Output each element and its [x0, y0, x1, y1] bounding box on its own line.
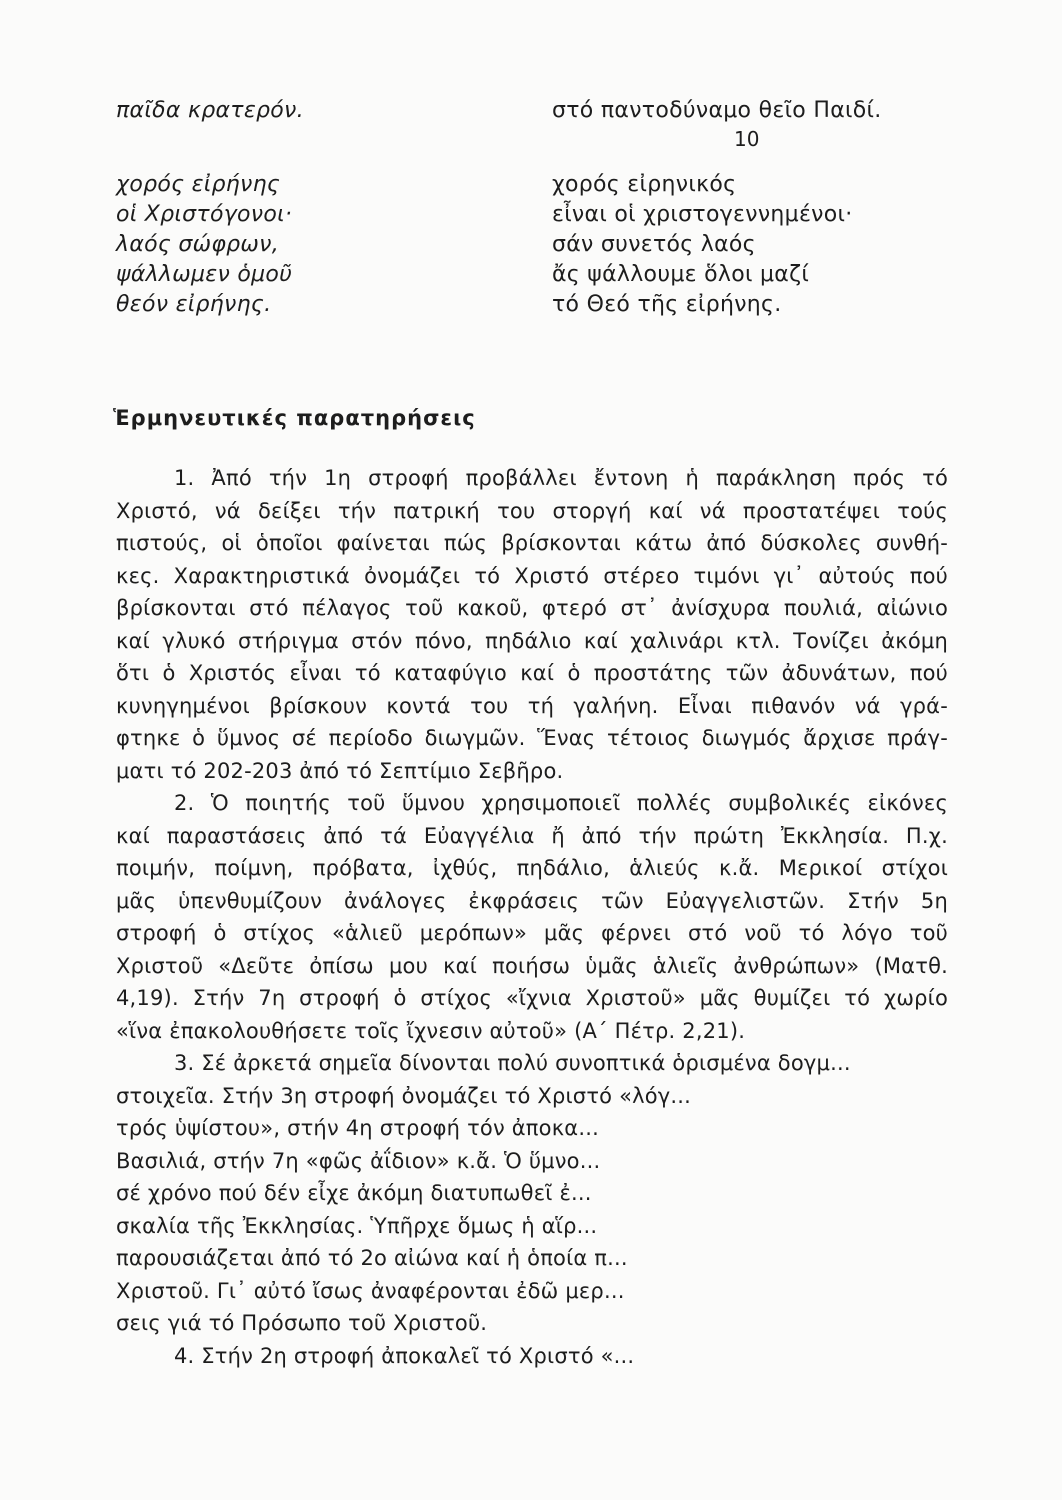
paragraph-line: σεις γιά τό Πρόσωπο τοῦ Χριστοῦ.: [116, 1311, 488, 1335]
verse-line: ψάλλωμεν ὁμοῦ: [116, 262, 293, 287]
verse-line: στό παντοδύναμο θεῖο Παιδί.: [552, 98, 882, 123]
verse-line: τό Θεό τῆς εἰρήνης.: [552, 292, 782, 317]
verse-line: οἱ Χριστόγονοι·: [116, 202, 293, 227]
paragraph-line: 1. Ἀπό τήν 1η στροφή προβάλλει ἔντονη ἡ παράκληση πρός τό: [174, 466, 948, 490]
verse-translation: [552, 96, 972, 320]
paragraph-line: «ἵνα ἐπακολουθήσετε τοῖς ἴχνεσιν αὐτοῦ» (Α´ Πέτρ. 2,21).: [116, 1018, 746, 1043]
verse-line: παῖδα κρατερόν.: [116, 98, 304, 123]
verse-line: θεόν εἰρήνης.: [116, 292, 272, 317]
paragraph-line: κυνηγημένοι βρίσκουν κοντά του τή γαλήνη. Εἶναι πιθανόν νά γρά-: [116, 693, 948, 718]
paragraph-line: στροφή ὁ στίχος «ἁλιεῦ μερόπων» μᾶς φέρνει στό νοῦ τό λόγο τοῦ: [116, 921, 948, 945]
verse-line: χορός εἰρηνικός: [552, 172, 737, 197]
commentary-body: [116, 462, 948, 1372]
paragraph-line: 3. Σέ ἀρκετά σημεῖα δίνονται πολύ συνοπτικά ὁρισμένα δογμ...: [174, 1051, 851, 1075]
verse-gap: [116, 126, 496, 152]
paragraph-line: καί παραστάσεις ἀπό τά Εὐαγγέλια ἤ ἀπό τήν πρώτη Ἐκκλησία. Π.χ.: [116, 823, 948, 848]
section-heading: Ἑρμηνευτικές παρατηρήσεις: [113, 406, 476, 430]
paragraph-line: Βασιλιά, στήν 7η «φῶς ἀΐδιον» κ.ἄ. Ὁ ὕμνο...: [116, 1148, 601, 1173]
paragraph-line: 4. Στήν 2η στροφή ἀποκαλεῖ τό Χριστό «...: [174, 1343, 635, 1368]
paragraph-line: πιστούς, οἱ ὁποῖοι φαίνεται πώς βρίσκονται κάτω ἀπό δύσκολες συνθή-: [116, 531, 948, 555]
stanza-gap: [116, 152, 496, 170]
paragraph-line: 4,19). Στήν 7η στροφή ὁ στίχος «ἴχνια Χριστοῦ» μᾶς θυμίζει τό χωρίο: [116, 986, 948, 1010]
paragraph-line: βρίσκονται στό πέλαγος τοῦ κακοῦ, φτερό στ᾽ ἀνίσχυρα πουλιά, αἰώνιο: [116, 596, 948, 620]
paragraph-line: ματι τό 202-203 ἀπό τό Σεπτίμιο Σεβῆρο.: [116, 758, 564, 783]
verse-line: σάν συνετός λαός: [552, 232, 756, 257]
paragraph-line: Χριστοῦ «Δεῦτε ὀπίσω μου καί ποιήσω ὑμᾶς ἁλιεῖς ἀνθρώπων» (Ματθ.: [116, 953, 948, 978]
line-number: 10: [734, 127, 760, 151]
paragraph-line: φτηκε ὁ ὕμνος σέ περίοδο διωγμῶν. Ἕνας τέτοιος διωγμός ἄρχισε πράγ-: [116, 726, 948, 750]
paragraph-line: ποιμήν, ποίμνη, πρόβατα, ἰχθύς, πηδάλιο, ἁλιεύς κ.ἄ. Μερικοί στίχοι: [116, 856, 948, 880]
paragraph-line: καί γλυκό στήριγμα στόν πόνο, πηδάλιο καί χαλινάρι κτλ. Τονίζει ἀκόμη: [116, 628, 948, 653]
verse-line: χορός εἰρήνης: [116, 172, 281, 197]
paragraph-line: ὅτι ὁ Χριστός εἶναι τό καταφύγιο καί ὁ προστάτης τῶν ἀδυνάτων, πού: [116, 661, 948, 685]
paragraph-line: τρός ὑψίστου», στήν 4η στροφή τόν ἀποκα...: [116, 1116, 599, 1140]
paragraph-line: στοιχεῖα. Στήν 3η στροφή ὀνομάζει τό Χριστό «λόγ...: [116, 1083, 692, 1108]
paragraph-line: μᾶς ὑπενθυμίζουν ἀνάλογες ἐκφράσεις τῶν Εὐαγγελιστῶν. Στήν 5η: [116, 888, 948, 913]
verse-line: λαός σώφρων,: [116, 232, 280, 257]
verse-line: ἄς ψάλλουμε ὅλοι μαζί: [552, 262, 810, 287]
paragraph-line: κες. Χαρακτηριστικά ὀνομάζει τό Χριστό στέρεο τιμόνι γι᾽ αὐτούς πού: [116, 563, 948, 588]
paragraph-line: Χριστό, νά δείξει τήν πατρική του στοργή καί νά προστατέψει τούς: [116, 498, 948, 523]
verse-line: εἶναι οἱ χριστογεννημένοι·: [552, 202, 853, 227]
paragraph-line: παρουσιάζεται ἀπό τό 2ο αἰώνα καί ἡ ὁποία π...: [116, 1246, 628, 1270]
paragraph-line: σέ χρόνο πού δέν εἶχε ἀκόμη διατυπωθεῖ ἐ...: [116, 1181, 592, 1205]
verse-original-greek: [116, 96, 496, 320]
paragraph-line: 2. Ὁ ποιητής τοῦ ὕμνου χρησιμοποιεῖ πολλές συμβολικές εἰκόνες: [174, 791, 948, 815]
paragraph-line: σκαλία τῆς Ἐκκλησίας. Ὑπῆρχε ὅμως ἡ αἵρ...: [116, 1213, 598, 1238]
stanza-gap: [552, 152, 972, 170]
paragraph-line: Χριστοῦ. Γι᾽ αὐτό ἴσως ἀναφέρονται ἐδῶ μερ...: [116, 1278, 625, 1303]
